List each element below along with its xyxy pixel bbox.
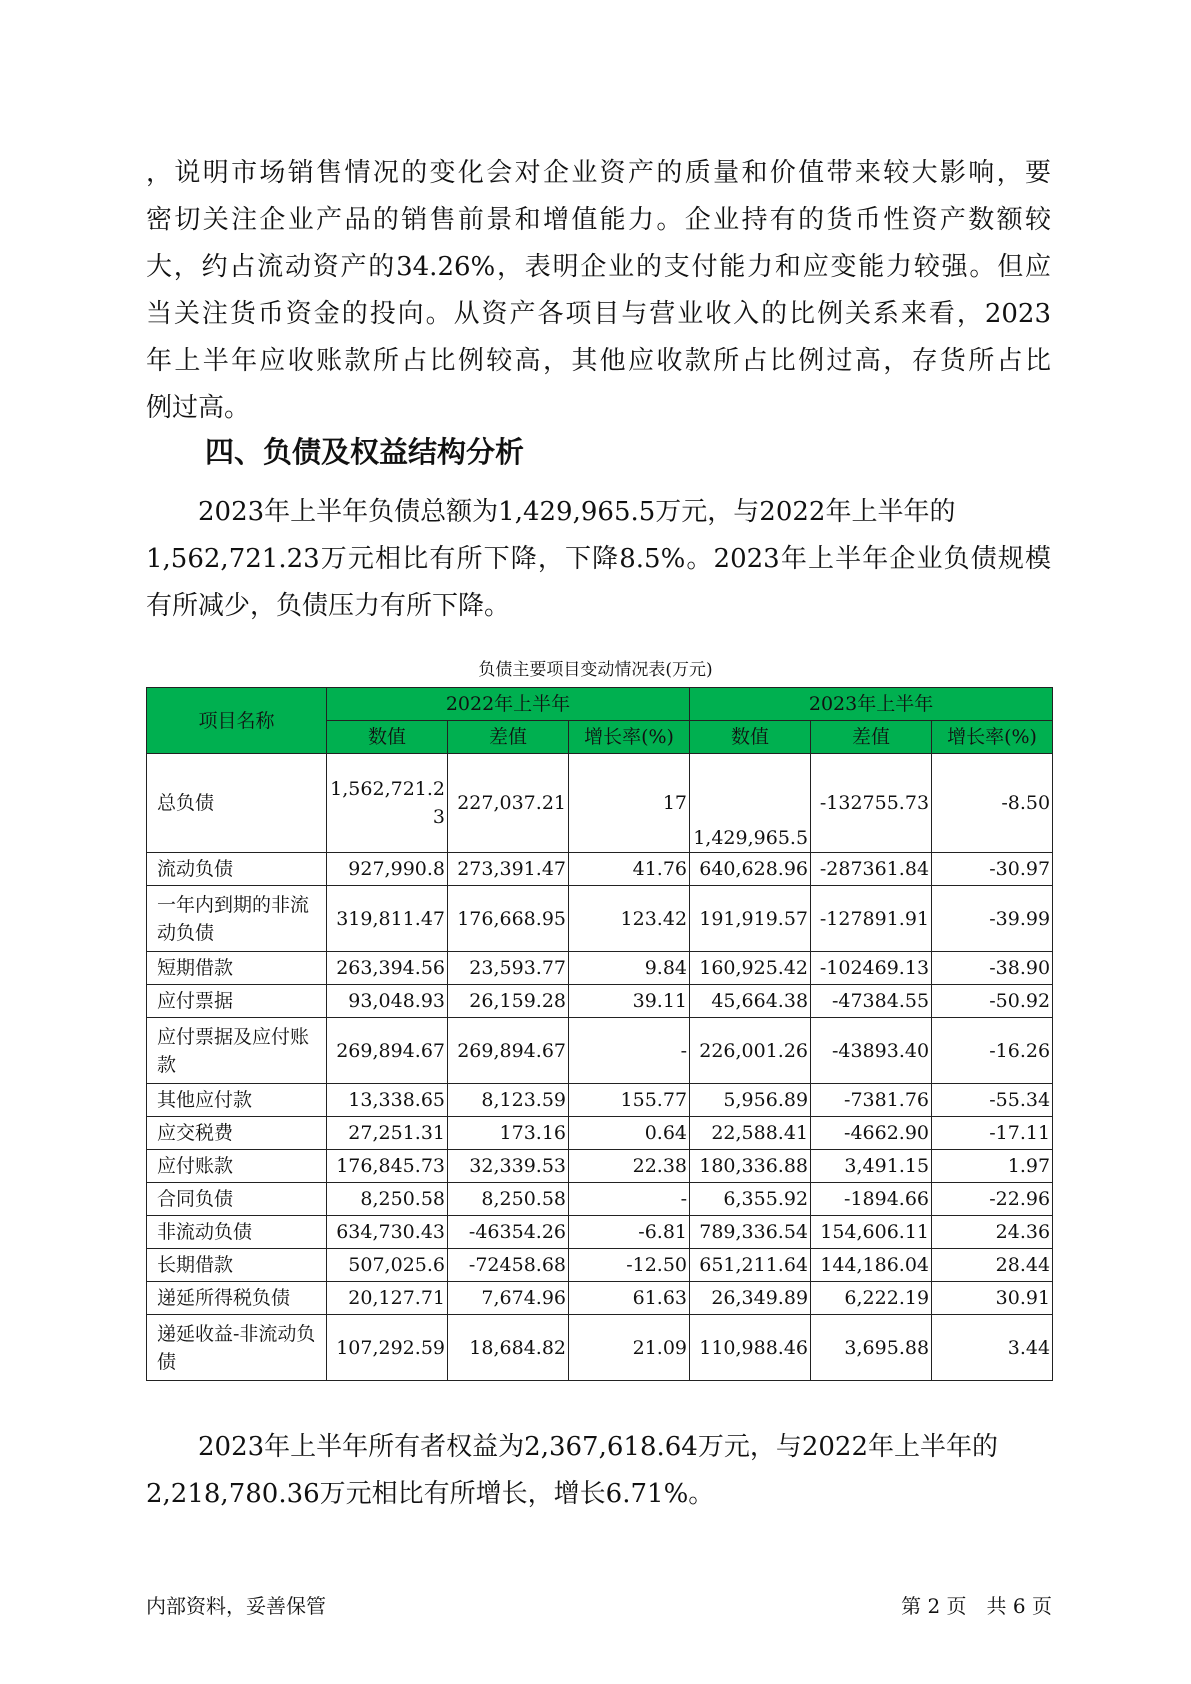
header-year-2023: 2023年上半年 [690, 688, 1053, 721]
cell-value-2023: 191,919.57 [690, 886, 811, 952]
cell-value-2022: 269,894.67 [327, 1018, 448, 1084]
header-growth-2023: 增长率(%) [932, 721, 1053, 754]
cell-value-2022: 176,845.73 [327, 1150, 448, 1183]
cell-value-2023: 651,211.64 [690, 1249, 811, 1282]
table-row [147, 1249, 1053, 1282]
cell-growth-2023: -50.92 [932, 985, 1053, 1018]
paragraph-3 [146, 1424, 1051, 1518]
cell-difference-2022: 173.16 [448, 1117, 569, 1150]
cell-growth-2023: -38.90 [932, 952, 1053, 985]
cell-value-2022: 319,811.47 [327, 886, 448, 952]
cell-growth-2023: 30.91 [932, 1282, 1053, 1315]
cell-growth-2022: 155.77 [569, 1084, 690, 1117]
row-name: 非流动负债 [147, 1216, 327, 1249]
header-value-2022: 数值 [327, 721, 448, 754]
cell-difference-2023: -47384.55 [811, 985, 932, 1018]
cell-growth-2022: 0.64 [569, 1117, 690, 1150]
cell-value-2022: 634,730.43 [327, 1216, 448, 1249]
row-name: 应交税费 [147, 1117, 327, 1150]
cell-growth-2023: 24.36 [932, 1216, 1053, 1249]
cell-growth-2023: -30.97 [932, 853, 1053, 886]
header-value-2023: 数值 [690, 721, 811, 754]
cell-difference-2023: -127891.91 [811, 886, 932, 952]
cell-value-2023: 640,628.96 [690, 853, 811, 886]
paragraph-line: ，说明市场销售情况的变化会对企业资产的质量和价值带来较大影响，要 [146, 158, 1051, 188]
header-year-2022: 2022年上半年 [327, 688, 690, 721]
paragraph-line: 2,218,780.36万元相比有所增长，增长6.71%。 [146, 1479, 715, 1509]
table-caption: 负债主要项目变动情况表(万元) [478, 660, 713, 680]
cell-value-2023: 45,664.38 [690, 985, 811, 1018]
paragraph-line: 例过高。 [146, 393, 251, 423]
cell-value-2022: 8,250.58 [327, 1183, 448, 1216]
cell-difference-2022: 32,339.53 [448, 1150, 569, 1183]
paragraph-line: 2023年上半年负债总额为1,429,965.5万元，与2022年上半年的 [198, 497, 956, 527]
cell-growth-2022: -12.50 [569, 1249, 690, 1282]
row-name: 应付账款 [147, 1150, 327, 1183]
cell-difference-2023: -43893.40 [811, 1018, 932, 1084]
row-name: 合同负债 [147, 1183, 327, 1216]
row-name: 一年内到期的非流动负债 [147, 886, 327, 952]
cell-growth-2022: 39.11 [569, 985, 690, 1018]
cell-growth-2022: -6.81 [569, 1216, 690, 1249]
cell-difference-2022: 8,123.59 [448, 1084, 569, 1117]
paragraph-line: 1,562,721.23万元相比有所下降，下降8.5%。2023年上半年企业负债规模 [146, 544, 1051, 574]
cell-difference-2023: -1894.66 [811, 1183, 932, 1216]
cell-value-2023: 180,336.88 [690, 1150, 811, 1183]
cell-growth-2023: -39.99 [932, 886, 1053, 952]
cell-value-2022: 20,127.71 [327, 1282, 448, 1315]
row-name: 流动负债 [147, 853, 327, 886]
cell-difference-2022: 23,593.77 [448, 952, 569, 985]
paragraph-line: 大，约占流动资产的34.26%，表明企业的支付能力和应变能力较强。但应 [146, 252, 1051, 282]
cell-difference-2023: 6,222.19 [811, 1282, 932, 1315]
cell-value-2022: 13,338.65 [327, 1084, 448, 1117]
footer-note: 内部资料，妥善保管 [146, 1594, 326, 1618]
cell-value-2022: 107,292.59 [327, 1315, 448, 1381]
cell-value-2022: 1,562,721.23 [327, 754, 448, 853]
cell-value-2023: 160,925.42 [690, 952, 811, 985]
row-name: 长期借款 [147, 1249, 327, 1282]
table-row [147, 754, 1053, 853]
paragraph-1 [146, 150, 1051, 432]
cell-value-2023: 5,956.89 [690, 1084, 811, 1117]
section-heading: 四、负债及权益结构分析 [205, 435, 525, 469]
cell-difference-2023: -132755.73 [811, 754, 932, 853]
cell-difference-2023: -4662.90 [811, 1117, 932, 1150]
cell-growth-2022: 9.84 [569, 952, 690, 985]
table-row [147, 1216, 1053, 1249]
table-row [147, 1315, 1053, 1381]
cell-growth-2022: - [569, 1018, 690, 1084]
cell-growth-2023: -16.26 [932, 1018, 1053, 1084]
cell-growth-2022: - [569, 1183, 690, 1216]
cell-difference-2022: 18,684.82 [448, 1315, 569, 1381]
cell-difference-2023: 3,695.88 [811, 1315, 932, 1381]
paragraph-line: 当关注货币资金的投向。从资产各项目与营业收入的比例关系来看，2023 [146, 299, 1051, 329]
cell-growth-2023: 3.44 [932, 1315, 1053, 1381]
cell-value-2022: 263,394.56 [327, 952, 448, 985]
cell-value-2022: 927,990.8 [327, 853, 448, 886]
cell-growth-2023: 28.44 [932, 1249, 1053, 1282]
cell-difference-2022: 176,668.95 [448, 886, 569, 952]
paragraph-line: 2023年上半年所有者权益为2,367,618.64万元，与2022年上半年的 [198, 1432, 999, 1462]
cell-growth-2023: -8.50 [932, 754, 1053, 853]
table-row [147, 985, 1053, 1018]
row-name: 短期借款 [147, 952, 327, 985]
row-name: 其他应付款 [147, 1084, 327, 1117]
row-name: 递延收益-非流动负债 [147, 1315, 327, 1381]
header-item-name: 项目名称 [147, 688, 327, 754]
table-row [147, 886, 1053, 952]
cell-value-2023: 26,349.89 [690, 1282, 811, 1315]
header-difference-2023: 差值 [811, 721, 932, 754]
table-row [147, 1018, 1053, 1084]
cell-value-2022: 27,251.31 [327, 1117, 448, 1150]
cell-difference-2022: 227,037.21 [448, 754, 569, 853]
table-row [147, 1282, 1053, 1315]
paragraph-line: 密切关注企业产品的销售前景和增值能力。企业持有的货币性资产数额较 [146, 205, 1051, 235]
cell-difference-2022: 26,159.28 [448, 985, 569, 1018]
cell-value-2023: 110,988.46 [690, 1315, 811, 1381]
cell-difference-2023: -102469.13 [811, 952, 932, 985]
table-row [147, 1183, 1053, 1216]
row-name: 应付票据及应付账款 [147, 1018, 327, 1084]
cell-growth-2022: 61.63 [569, 1282, 690, 1315]
cell-difference-2023: -287361.84 [811, 853, 932, 886]
row-name: 递延所得税负债 [147, 1282, 327, 1315]
paragraph-2 [146, 489, 1051, 630]
header-growth-2022: 增长率(%) [569, 721, 690, 754]
cell-difference-2023: 3,491.15 [811, 1150, 932, 1183]
cell-value-2023: 1,429,965.5 [690, 754, 811, 853]
cell-value-2022: 93,048.93 [327, 985, 448, 1018]
table-row [147, 952, 1053, 985]
row-name: 应付票据 [147, 985, 327, 1018]
cell-growth-2022: 22.38 [569, 1150, 690, 1183]
table-row [147, 853, 1053, 886]
cell-growth-2023: -22.96 [932, 1183, 1053, 1216]
cell-value-2023: 6,355.92 [690, 1183, 811, 1216]
cell-difference-2022: 273,391.47 [448, 853, 569, 886]
cell-difference-2022: -72458.68 [448, 1249, 569, 1282]
paragraph-line: 有所减少，负债压力有所下降。 [146, 591, 511, 621]
table-row [147, 1150, 1053, 1183]
page-number: 第 2 页 共 6 页 [901, 1594, 1052, 1618]
cell-value-2023: 226,001.26 [690, 1018, 811, 1084]
cell-growth-2023: -55.34 [932, 1084, 1053, 1117]
row-name: 总负债 [147, 754, 327, 853]
cell-difference-2023: 154,606.11 [811, 1216, 932, 1249]
cell-value-2023: 22,588.41 [690, 1117, 811, 1150]
paragraph-line: 年上半年应收账款所占比例较高，其他应收款所占比例过高，存货所占比 [146, 346, 1051, 376]
cell-difference-2022: -46354.26 [448, 1216, 569, 1249]
cell-growth-2023: 1.97 [932, 1150, 1053, 1183]
cell-difference-2023: -7381.76 [811, 1084, 932, 1117]
cell-difference-2023: 144,186.04 [811, 1249, 932, 1282]
cell-difference-2022: 7,674.96 [448, 1282, 569, 1315]
cell-growth-2023: -17.11 [932, 1117, 1053, 1150]
cell-value-2022: 507,025.6 [327, 1249, 448, 1282]
cell-difference-2022: 269,894.67 [448, 1018, 569, 1084]
header-difference-2022: 差值 [448, 721, 569, 754]
cell-growth-2022: 41.76 [569, 853, 690, 886]
liabilities-table [146, 687, 1053, 1381]
cell-growth-2022: 17 [569, 754, 690, 853]
cell-growth-2022: 123.42 [569, 886, 690, 952]
cell-growth-2022: 21.09 [569, 1315, 690, 1381]
table-row [147, 1084, 1053, 1117]
cell-difference-2022: 8,250.58 [448, 1183, 569, 1216]
cell-value-2023: 789,336.54 [690, 1216, 811, 1249]
table-row [147, 1117, 1053, 1150]
